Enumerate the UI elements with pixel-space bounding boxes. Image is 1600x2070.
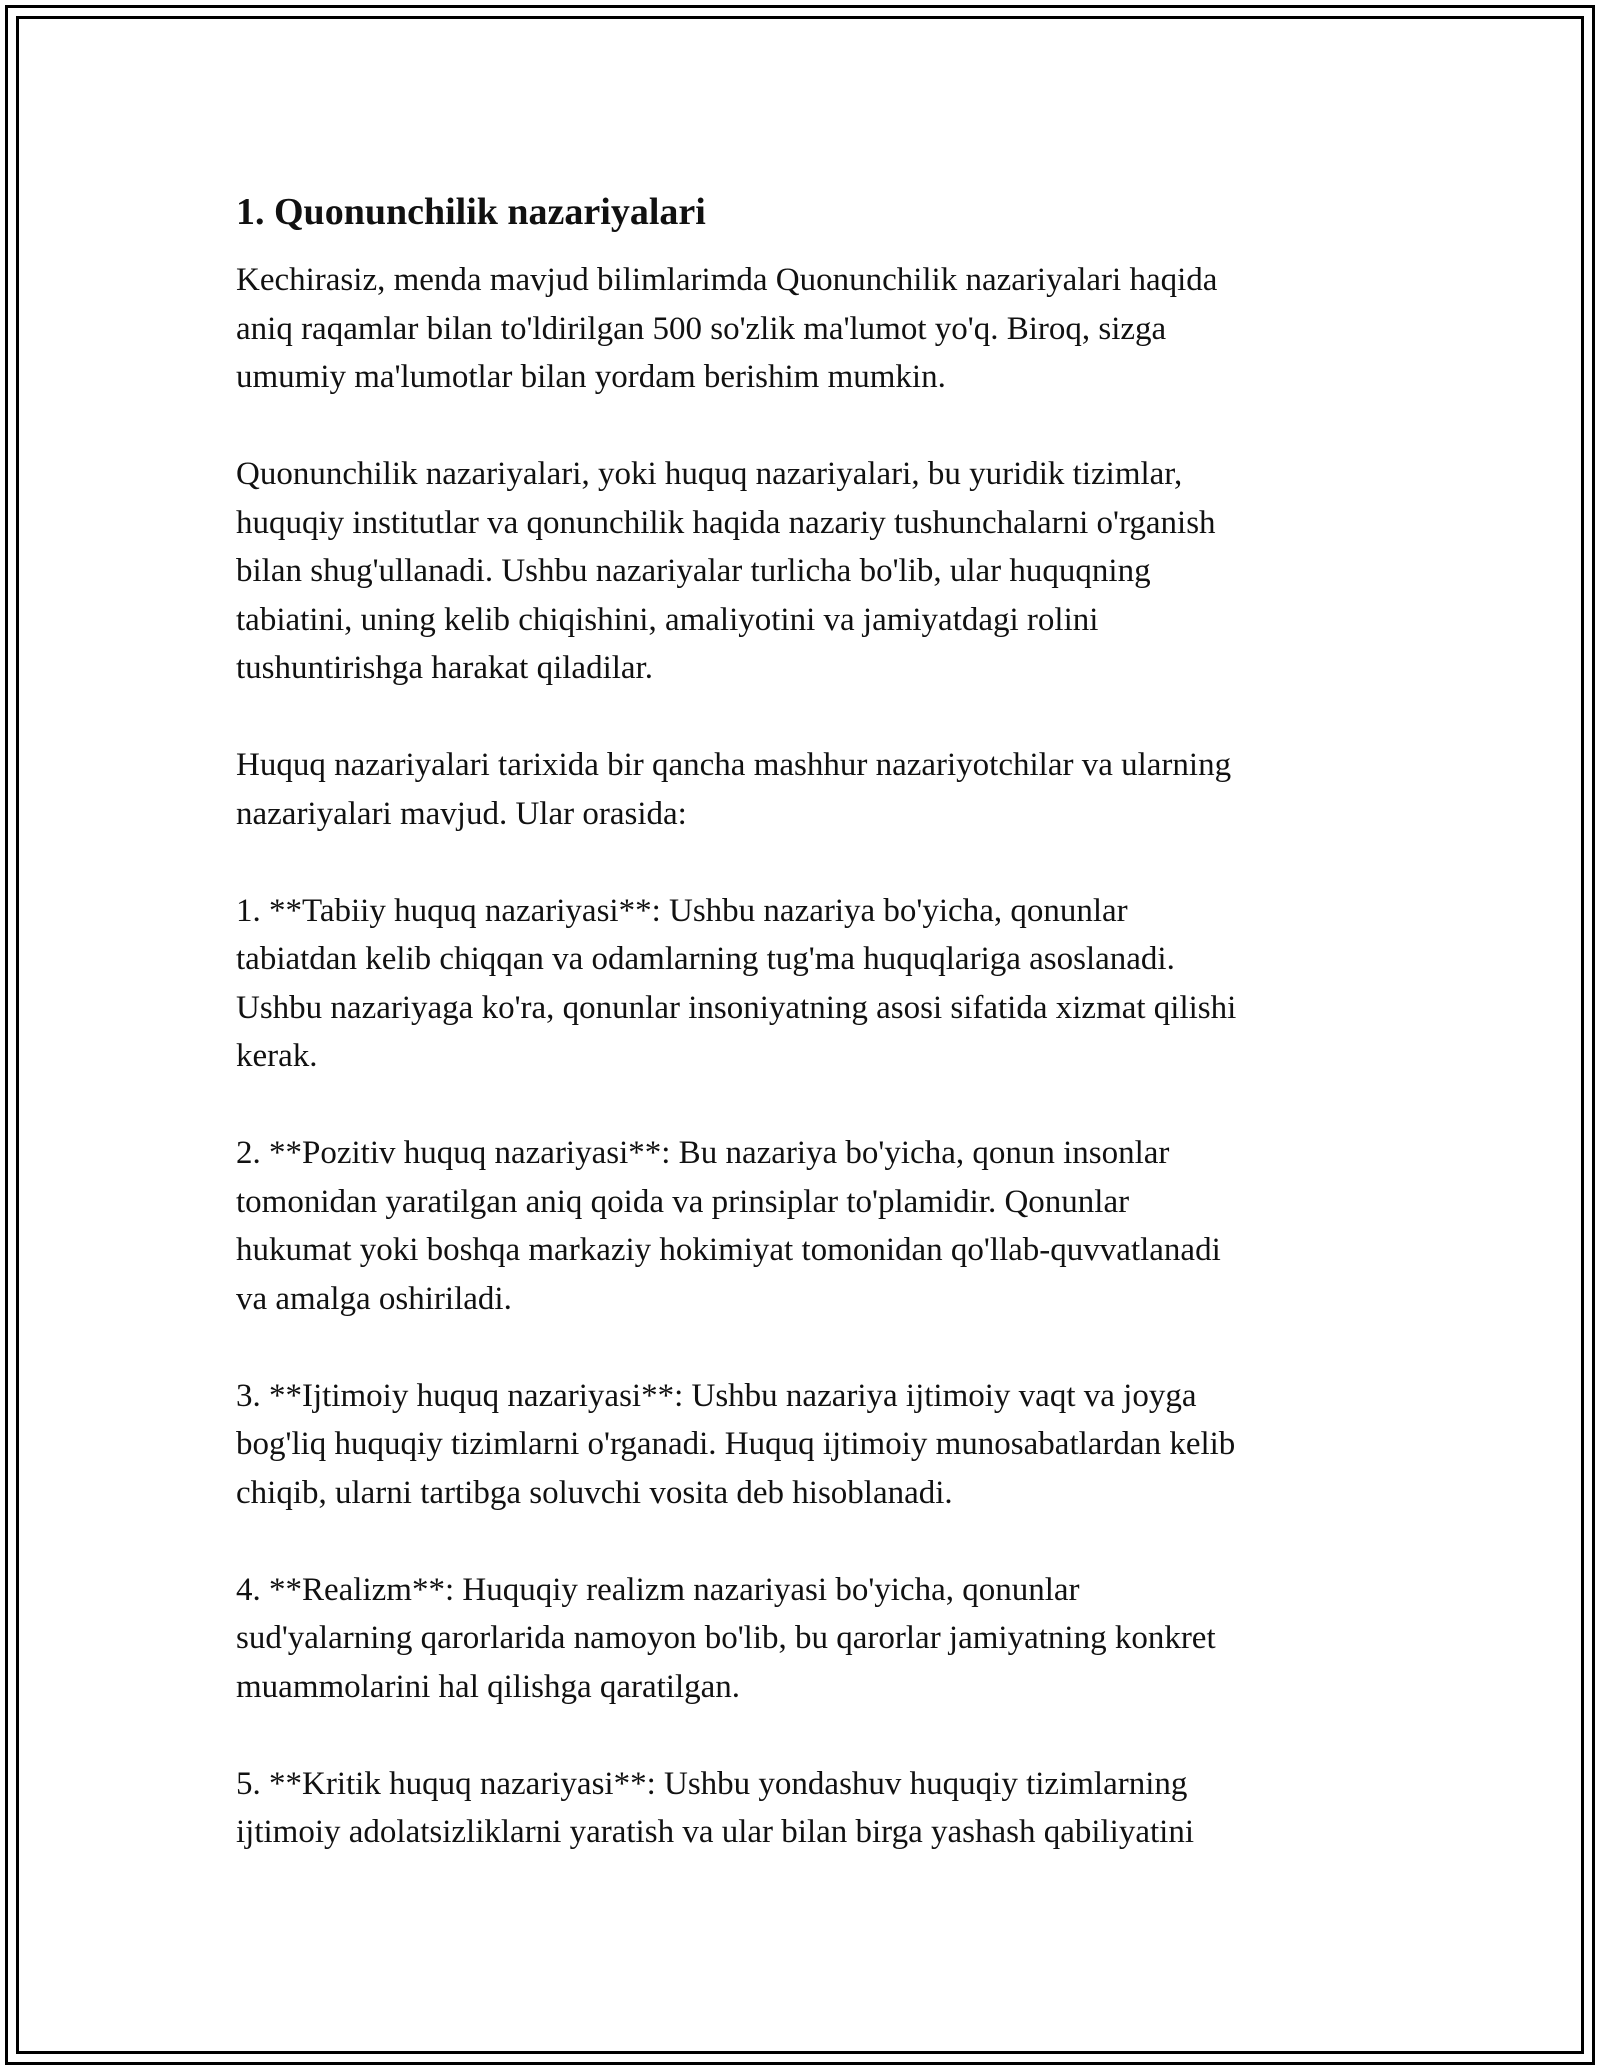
document-body: [236, 186, 1376, 1905]
text-line: aniq raqamlar bilan to'ldirilgan 500 so'zlik ma'lumot yo'q. Biroq, sizga: [236, 310, 1167, 347]
text-line: 1. **Tabiiy huquq nazariyasi**: Ushbu nazariya bo'yicha, qonunlar: [236, 892, 1128, 929]
text-line: tabiatdan kelib chiqqan va odamlarning tug'ma huquqlariga asoslanadi.: [236, 941, 1175, 977]
text-line: tushuntirishga harakat qiladilar.: [236, 650, 653, 686]
text-line: Quonunchilik nazariyalari, yoki huquq nazariyalari, bu yuridik tizimlar,: [236, 456, 1183, 492]
list-item-social-law: [236, 1372, 1376, 1518]
text-line: sud'yalarning qarorlarida namoyon bo'lib, bu qarorlar jamiyatning konkret: [236, 1620, 1216, 1656]
text-line: tomonidan yaratilgan aniq qoida va prinsiplar to'plamidir. Qonunlar: [236, 1183, 1130, 1220]
text-line: ijtimoiy adolatsizliklarni yaratish va ular bilan birga yashash qabiliyatini: [236, 1814, 1194, 1850]
text-line: 2. **Pozitiv huquq nazariyasi**: Bu nazariya bo'yicha, qonun insonlar: [236, 1135, 1170, 1171]
text-line: muammolarini hal qilishga qaratilgan.: [236, 1668, 741, 1705]
text-line: tabiatini, uning kelib chiqishini, amaliyotini va jamiyatdagi rolini: [236, 601, 1099, 638]
text-line: bilan shug'ullanadi. Ushbu nazariyalar turlicha bo'lib, ular huquqning: [236, 553, 1151, 589]
text-line: Huquq nazariyalari tarixida bir qancha mashhur nazariyotchilar va ularning: [236, 747, 1232, 783]
text-line: 3. **Ijtimoiy huquq nazariyasi**: Ushbu nazariya ijtimoiy vaqt va joyga: [236, 1377, 1197, 1414]
list-item-critical-law: [236, 1760, 1376, 1857]
text-line: chiqib, ularni tartibga soluvchi vosita deb hisoblanadi.: [236, 1474, 953, 1511]
text-line: 5. **Kritik huquq nazariyasi**: Ushbu yondashuv huquqiy tizimlarning: [236, 1765, 1188, 1802]
list-item-realism: [236, 1566, 1376, 1712]
paragraph-intro: [236, 256, 1376, 402]
list-item-positive-law: [236, 1129, 1376, 1323]
text-line: hukumat yoki boshqa markaziy hokimiyat tomonidan qo'llab-quvvatlanadi: [236, 1232, 1221, 1268]
text-line: 4. **Realizm**: Huquqiy realizm nazariyasi bo'yicha, qonunlar: [236, 1571, 1080, 1608]
text-line: umumiy ma'lumotlar bilan yordam berishim mumkin.: [236, 359, 946, 395]
document-title: 1. Quonunchilik nazariyalari: [236, 191, 706, 233]
list-item-natural-law: [236, 887, 1376, 1081]
text-line: Kechirasiz, menda mavjud bilimlarimda Quonunchilik nazariyalari haqida: [236, 262, 1218, 298]
text-line: va amalga oshiriladi.: [236, 1280, 512, 1317]
text-line: bog'liq huquqiy tizimlarni o'rganadi. Huquq ijtimoiy munosabatlardan kelib: [236, 1426, 1236, 1462]
text-line: nazariyalari mavjud. Ular orasida:: [236, 795, 687, 832]
text-line: huquqiy institutlar va qonunchilik haqida nazariy tushunchalarni o'rganish: [236, 504, 1216, 541]
paragraph-history: [236, 741, 1376, 838]
text-line: Ushbu nazariyaga ko'ra, qonunlar insoniyatning asosi sifatida xizmat qilishi: [236, 989, 1237, 1026]
paragraph-definition: [236, 450, 1376, 693]
text-line: kerak.: [236, 1038, 318, 1074]
